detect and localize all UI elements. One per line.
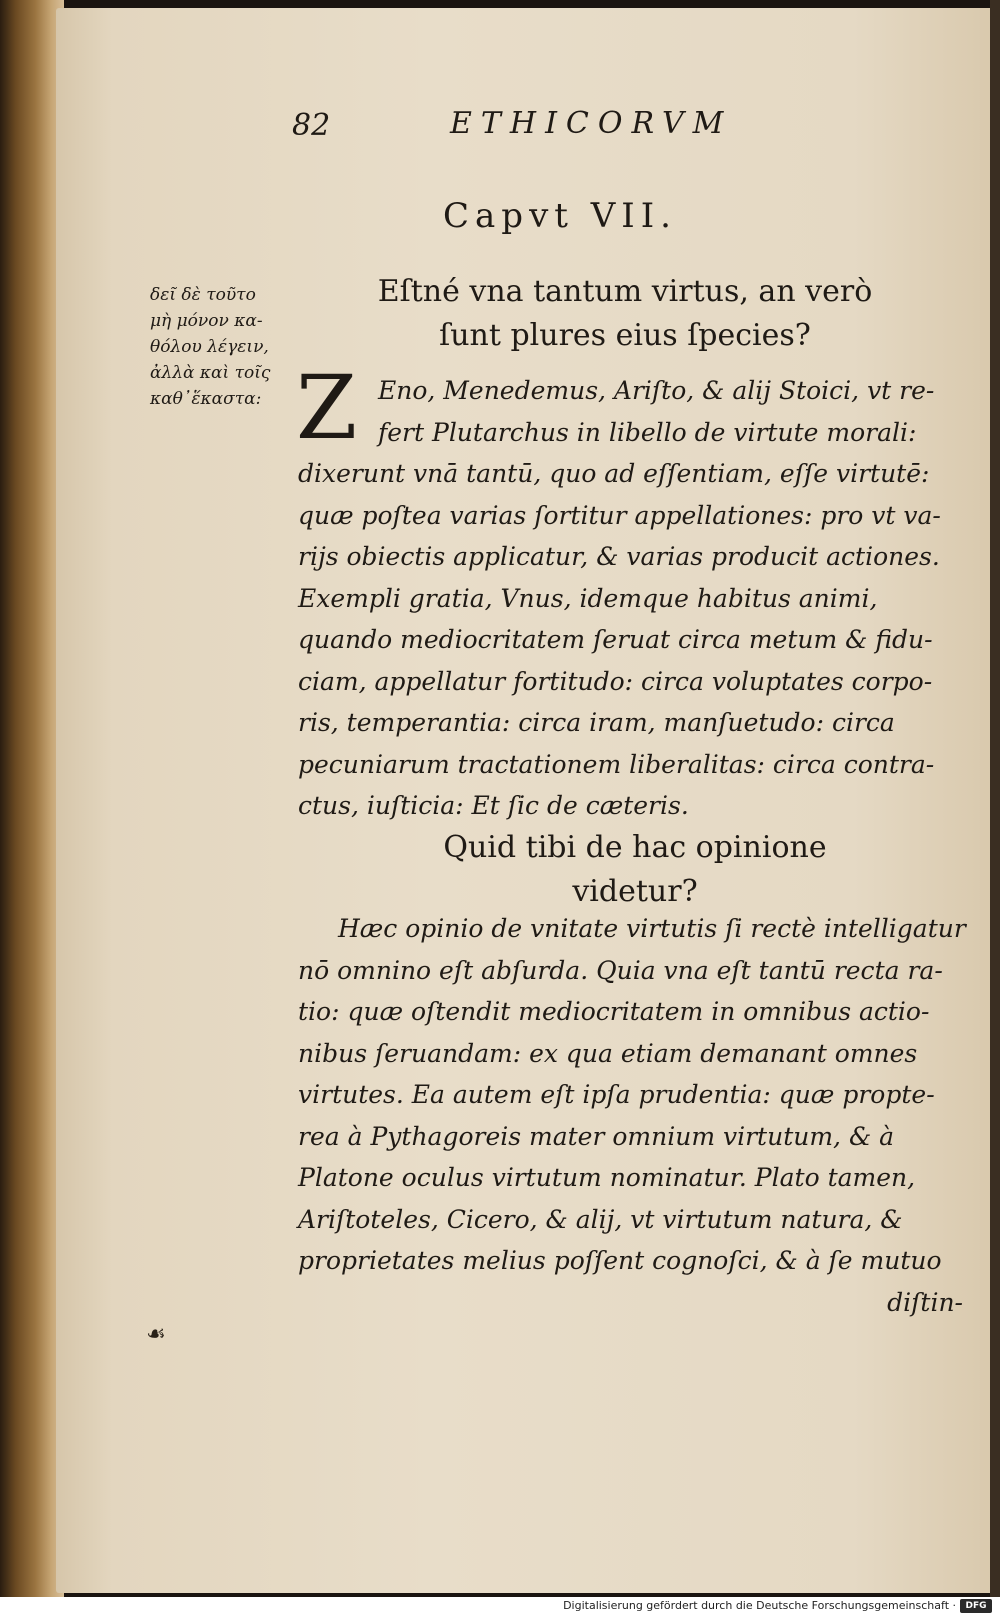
question-line: Quid tibi de hac opinione (443, 830, 827, 865)
text-line: virtutes. Ea autem eſt ipſa prudentia: quæ propte- (298, 1080, 935, 1109)
text-line: Eno, Menedemus, Ariſto, & alij Stoici, vt re- (378, 376, 935, 405)
footer-credit: Digitalisierung gefördert durch die Deutsche Forschungsgemeinschaft · (563, 1599, 956, 1612)
running-title: ETHICORVM (450, 106, 733, 141)
text-line: Platone oculus virtutum nominatur. Plato tamen, (298, 1163, 916, 1192)
text-line: quando mediocritatem ſeruat circa metum & fidu- (298, 625, 933, 654)
page-number: 82 (292, 108, 331, 143)
answer-paragraph-1 (298, 370, 963, 827)
catchword: diſtin- (887, 1287, 963, 1317)
answer-paragraph-2 (298, 908, 966, 1323)
text-line: fert Plutarchus in libello de virtute morali: (378, 417, 917, 447)
marginal-note (150, 282, 300, 412)
marginal-line: μὴ μόνον κα- (150, 311, 263, 331)
dfg-logo: DFG (960, 1599, 992, 1613)
question-line: videtur? (572, 874, 698, 909)
text-line: ciam, appellatur fortitudo: circa voluptates corpo- (298, 666, 933, 696)
chapter-heading: Capvt VII. (443, 196, 677, 236)
question-line: Eſtné vna tantum virtus, an verò (377, 274, 873, 309)
question-heading-2 (380, 826, 890, 914)
text-line: dixerunt vnā tantū, quo ad eſſentiam, eſſe virtutē: (298, 459, 930, 488)
marginal-line: ἀλλὰ καὶ τοῖς (150, 363, 271, 383)
text-line: ctus, iuſticia: Et ſic de cæteris. (298, 791, 689, 820)
marginal-line: δεῖ δὲ τοῦτο (150, 285, 256, 305)
page-edge (990, 0, 1000, 1597)
marginal-line: καθ᾽ἕκαστα: (150, 389, 262, 409)
text-line: quæ poſtea varias ſortitur appellationes: pro vt va- (298, 500, 941, 530)
text-line: pecuniarum tractationem liberalitas: circa contra- (298, 749, 935, 779)
running-head (230, 100, 790, 150)
text-line: Exempli gratia, Vnus, idemque habitus animi, (298, 583, 878, 613)
text-line: nibus ſeruandam: ex qua etiam demanant omnes (298, 1038, 918, 1068)
text-line: Hæc opinio de vnitate virtutis ſi rectè intelligatur (338, 914, 966, 943)
digitization-footer (0, 1597, 1000, 1616)
text-line: nō omnino eſt abſurda. Quia vna eſt tantū recta ra- (298, 955, 943, 985)
marginal-line: θόλου λέγειν, (150, 337, 269, 357)
question-line: ſunt plures eius ſpecies? (439, 318, 811, 353)
drop-cap: Z (296, 356, 358, 459)
book-spine (0, 0, 64, 1597)
text-line: rea à Pythagoreis mater omnium virtutum, & à (298, 1121, 895, 1151)
text-line: rijs obiectis applicatur, & varias producit actiones. (298, 542, 940, 571)
text-line: ris, temperantia: circa iram, manſuetudo: circa (298, 708, 895, 737)
text-line: proprietates melius poſſent cognoſci, & à ſe mutuo (298, 1246, 942, 1275)
text-line: tio: quæ oſtendit mediocritatem in omnibus actio- (298, 997, 930, 1026)
question-heading-1 (330, 270, 920, 358)
fleuron-icon: ☙ (146, 1322, 166, 1347)
text-line: Ariſtoteles, Cicero, & alij, vt virtutum natura, & (298, 1204, 903, 1234)
